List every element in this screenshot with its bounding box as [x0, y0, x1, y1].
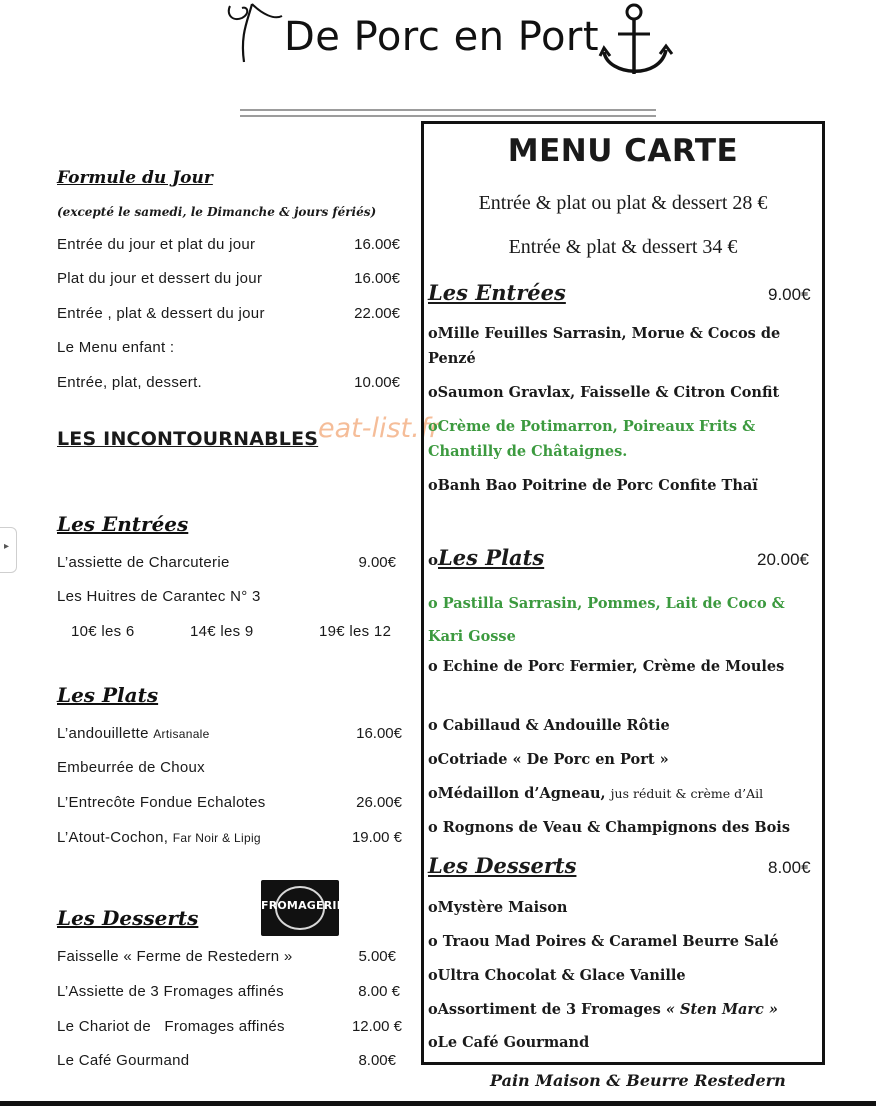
menu-item: L’Entrecôte Fondue Echalotes [57, 794, 266, 811]
dish-item: o Pastilla Sarrasin, Pommes, Lait de Coco & Kari Gosse [428, 595, 785, 645]
carte-formule: Entrée & plat ou plat & dessert 28 € [478, 192, 768, 214]
plats-title: Les Plats [57, 683, 159, 707]
bottom-bar [0, 1101, 876, 1106]
menu-price: 26.00€ [356, 794, 402, 811]
dish-detail: Artisanale [153, 727, 210, 741]
formule-title: Formule du Jour [57, 168, 213, 188]
chevron-right-icon: ▸ [4, 541, 10, 552]
menu-item: Embeurrée de Choux [57, 759, 205, 776]
carte-plats-price: 20.00€ [757, 550, 809, 569]
header-rule [240, 115, 656, 117]
formule-item: Entrée , plat & dessert du jour [57, 305, 265, 322]
formule-item: Entrée, plat, dessert. [57, 374, 203, 391]
menu-item: L’assiette de Charcuterie [57, 554, 230, 571]
huitres-price: 10€ les 6 [71, 623, 135, 640]
dish-item: oCotriade « De Porc en Port » [428, 751, 669, 768]
desserts-title: Les Desserts [57, 906, 199, 930]
menu-item: L’Assiette de 3 Fromages affinés [57, 983, 284, 1000]
carte-desserts-price: 8.00€ [768, 858, 811, 877]
dish-item: oBanh Bao Poitrine de Porc Confite Thaï [428, 477, 758, 494]
dish-item: oMystère Maison [428, 899, 568, 916]
dish-item: oSaumon Gravlax, Faisselle & Citron Confit [428, 384, 780, 401]
menu-item: Le Chariot de Fromages affinés [57, 1018, 285, 1035]
formule-item: Le Menu enfant : [57, 339, 175, 356]
dish-detail: « Sten Marc » [665, 1001, 778, 1018]
huitres-price: 14€ les 9 [190, 623, 254, 640]
menu-price: 8.00 € [358, 983, 400, 1000]
menu-carte-title: MENU CARTE [507, 133, 739, 169]
dish-item: o Rognons de Veau & Champignons des Bois [428, 819, 790, 836]
carte-plats-title: Les Plats [438, 545, 545, 570]
dish-item: oUltra Chocolat & Glace Vanille [428, 967, 686, 984]
huitres-price: 19€ les 12 [319, 623, 392, 640]
menu-price: 19.00 € [351, 829, 402, 846]
menu-price: 9.00€ [358, 554, 396, 571]
dish-item: o Cabillaud & Andouille Rôtie [428, 717, 670, 734]
dish-detail: jus réduit & crème d’Ail [610, 786, 764, 801]
dish-item: oCrème de Potimarron, Poireaux Frits & Chantilly de Châtaignes. [428, 418, 756, 460]
entrees-title: Les Entrées [57, 512, 189, 536]
dish-item: oMille Feuilles Sarrasin, Morue & Cocos de Penzé [428, 325, 781, 367]
menu-price: 8.00€ [358, 1052, 396, 1069]
dish-name: oMédaillon d’Agneau, [428, 785, 606, 802]
dish-item [428, 997, 820, 1022]
carte-entrees-price: 9.00€ [768, 285, 811, 304]
carte-entrees-title: Les Entrées [428, 280, 566, 305]
menu-item [57, 829, 261, 846]
fromagerie-badge [261, 880, 345, 936]
header-rule [240, 109, 656, 111]
menu-item: Faisselle « Ferme de Restedern » [57, 948, 293, 965]
badge-label: FROMAGERIE [261, 899, 345, 912]
restaurant-logo: De Porc en Port [284, 14, 600, 60]
anchor-icon [596, 0, 674, 82]
formule-item: Plat du jour et dessert du jour [57, 270, 263, 287]
menu-item: Les Huitres de Carantec N° 3 [57, 588, 261, 605]
dish-name: L’Atout-Cochon, [57, 829, 169, 846]
watermark: eat-list.fr [318, 413, 441, 444]
formule-price: 22.00€ [354, 305, 400, 322]
dish-item: oLe Café Gourmand [428, 1034, 590, 1051]
dish-name: oAssortiment de 3 Fromages [428, 1001, 661, 1018]
menu-price: 5.00€ [358, 948, 396, 965]
dish-item: o Traou Mad Poires & Caramel Beurre Salé [428, 933, 779, 950]
menu-price: 16.00€ [356, 725, 402, 742]
menu-price: 12.00 € [351, 1018, 402, 1035]
dish-item [428, 781, 820, 806]
carte-formule: Entrée & plat & dessert 34 € [508, 236, 738, 258]
dish-item: o Echine de Porc Fermier, Crème de Moules [428, 658, 785, 675]
formule-note: (excepté le samedi, le Dimanche & jours fériés) [57, 205, 377, 219]
incontournables-heading: LES INCONTOURNABLES [57, 428, 319, 450]
plats-bullet: o [428, 551, 439, 569]
menu-item: Le Café Gourmand [57, 1052, 190, 1069]
footer-note: Pain Maison & Beurre Restedern [490, 1071, 786, 1090]
menu-item [57, 725, 210, 742]
carte-desserts-title: Les Desserts [428, 853, 577, 878]
side-panel-toggle[interactable] [0, 527, 17, 573]
formule-price: 16.00€ [354, 236, 400, 253]
carte-plats-heading [428, 545, 544, 573]
dish-name: L’andouillette [57, 725, 149, 742]
dish-detail: Far Noir & Lipig [172, 831, 261, 845]
formule-price: 16.00€ [354, 270, 400, 287]
formule-price: 10.00€ [354, 374, 400, 391]
formule-item: Entrée du jour et plat du jour [57, 236, 256, 253]
